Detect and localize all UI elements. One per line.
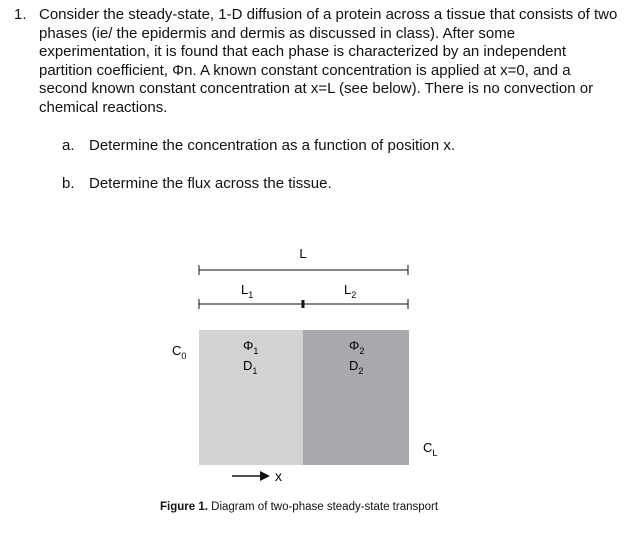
part-b-label: b. xyxy=(62,175,75,192)
part-a-label: a. xyxy=(62,137,75,154)
phase-1-partition: $\Phi_1$ xyxy=(243,338,259,356)
concentration-right-label: $C_L$ xyxy=(423,440,438,458)
part-b-text: Determine the flux across the tissue. xyxy=(89,175,332,192)
figure-caption-number: Figure 1. xyxy=(160,501,208,513)
figure-caption-text: Diagram of two-phase steady-state transport xyxy=(211,501,439,513)
question-number: 1. xyxy=(14,6,27,23)
length-2-label: $L_2$ xyxy=(344,282,357,300)
total-length-label: L xyxy=(299,246,307,261)
phase-2-partition: $\Phi_2$ xyxy=(349,338,365,356)
figure-caption xyxy=(160,501,438,513)
question-text: Consider the steady-state, 1-D diffusion of a protein across a tissue that consists of two phases (ie/ the epidermis and dermis as discussed in class). After some experimentation, it is found that each phase is characterized by an independent partition coefficient, Φn. A known constant concentration is applied at x=0, and a second known constant concentration at x=L (see below). There is no convection or chemical reactions. xyxy=(39,6,618,116)
part-a-text: Determine the concentration as a function of position x. xyxy=(89,137,456,154)
length-1-label: $L_1$ xyxy=(241,282,254,300)
phase-1-diffusivity: $D_1$ xyxy=(243,358,258,376)
phase-2-diffusivity: $D_2$ xyxy=(349,358,364,376)
x-axis-arrow xyxy=(232,471,270,481)
x-axis-label: x xyxy=(275,468,282,484)
concentration-left-label: $C_0$ xyxy=(172,343,187,361)
total-length-dimension xyxy=(199,265,408,275)
phase-length-dimension xyxy=(199,299,408,309)
